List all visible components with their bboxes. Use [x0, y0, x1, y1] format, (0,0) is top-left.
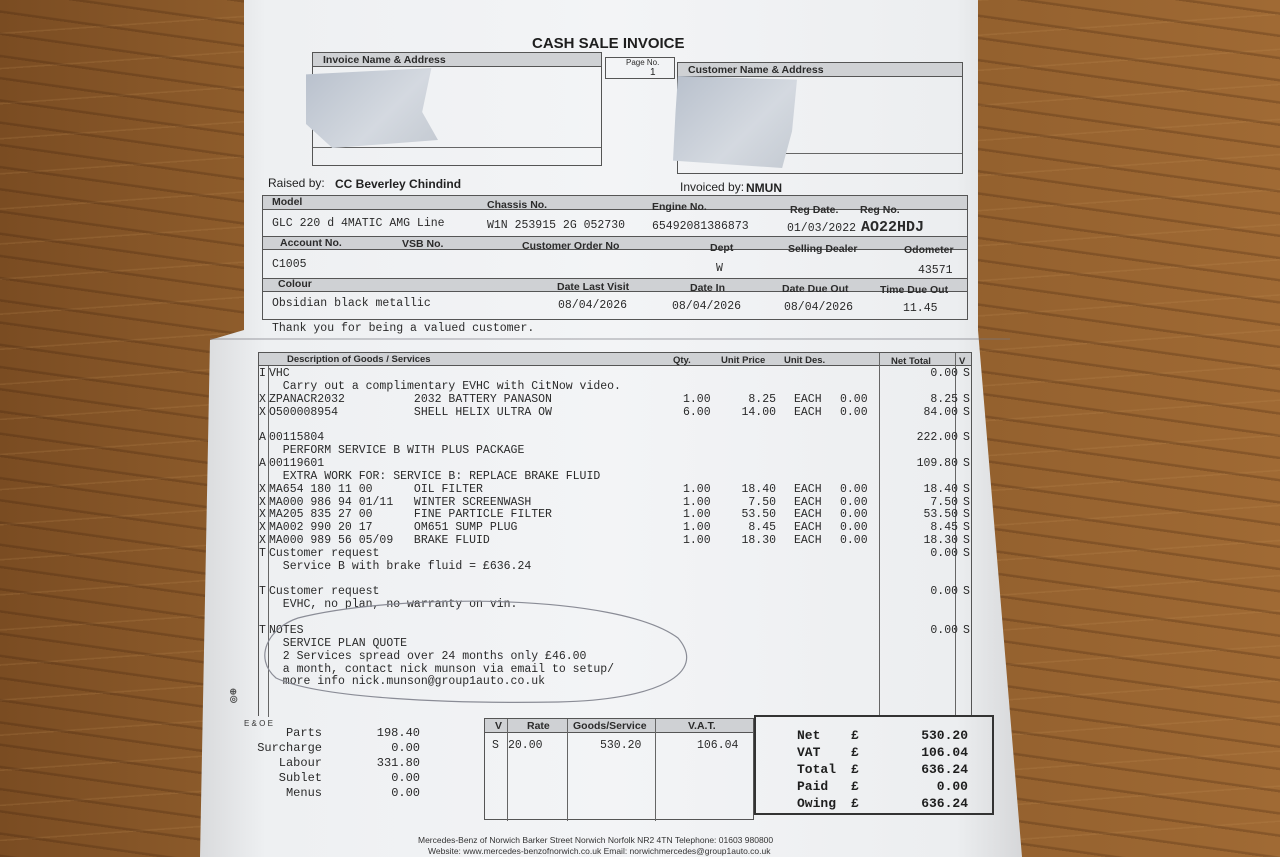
line-code: A	[259, 431, 266, 445]
line-description: Service B with brake fluid = £636.24	[269, 559, 532, 573]
invoice-title: CASH SALE INVOICE	[532, 35, 685, 52]
line-vat-code: S	[963, 431, 970, 445]
totals-label: Paid	[797, 779, 829, 794]
vat-vat-label: V.A.T.	[688, 720, 716, 732]
totals-value: 636.24	[921, 762, 968, 777]
totals-label: Net	[797, 728, 821, 743]
qty-header: Qty.	[673, 355, 691, 366]
totals-value: 0.00	[936, 779, 968, 794]
eoe-text: E & O E	[244, 719, 273, 728]
line-code: X	[259, 482, 266, 496]
net-total-header: Net Total	[891, 356, 931, 367]
vsb-label: VSB No.	[402, 238, 444, 250]
line-code: T	[259, 546, 266, 560]
line-code: A	[259, 456, 266, 470]
vat-goods-value: 530.20	[600, 739, 642, 752]
line-net-total: 7.50	[930, 495, 958, 509]
line-unit-des: EACH	[794, 405, 822, 419]
totals-currency: £	[851, 779, 859, 794]
vat-vat-value: 106.04	[697, 739, 739, 752]
totals-value: 636.24	[921, 796, 968, 811]
line-net-total: 8.25	[930, 392, 958, 406]
line-code: T	[259, 624, 266, 637]
dealer-label: Selling Dealer	[788, 243, 858, 255]
colour-value: Obsidian black metallic	[272, 297, 431, 310]
summary-value: 0.00	[391, 741, 420, 755]
line-net-total: 0.00	[930, 546, 958, 560]
dept-label: Dept	[710, 242, 734, 254]
line-net-total: 0.00	[930, 367, 958, 380]
totals-currency: £	[851, 796, 859, 811]
line-code: I	[259, 367, 266, 380]
line-description: EXTRA WORK FOR: SERVICE B: REPLACE BRAKE FLUID	[269, 469, 601, 483]
totals-currency: £	[851, 762, 859, 777]
line-description: MA000 989 56 05/09 BRAKE FLUID	[269, 534, 490, 548]
line-description: PERFORM SERVICE B WITH PLUS PACKAGE	[269, 444, 525, 458]
footer-contact: Website: www.mercedes-benzofnorwich.co.uk Email: norwichmercedes@group1auto.co.uk	[428, 846, 771, 856]
date-in-label: Date In	[690, 282, 726, 294]
line-description: 2 Services spread over 24 months only £46.00	[269, 649, 587, 663]
time-due-out-value: 11.45	[903, 302, 938, 315]
line-description: SERVICE PLAN QUOTE	[269, 636, 408, 650]
line-discount: 0.00	[840, 482, 868, 496]
page-no-label: Page No.	[626, 58, 660, 67]
line-code: X	[259, 534, 266, 548]
reg-no-value: AO22HDJ	[861, 219, 925, 236]
line-vat-code: S	[963, 534, 970, 548]
line-vat-code: S	[963, 495, 970, 509]
line-code: T	[259, 585, 266, 599]
summary-value: 331.80	[376, 756, 420, 770]
printer-mark-icon: ◎⊕	[228, 687, 239, 704]
line-description: 00119601	[269, 456, 325, 470]
line-vat-code: S	[963, 624, 970, 637]
dept-value: W	[716, 262, 723, 275]
invoiced-by-label: Invoiced by:	[680, 180, 745, 194]
account-label: Account No.	[280, 237, 342, 249]
model-value: GLC 220 d 4MATIC AMG Line	[272, 217, 445, 230]
line-vat-code: S	[963, 482, 970, 496]
line-code: X	[259, 405, 266, 419]
line-vat-code: S	[963, 585, 970, 599]
v-header: V	[959, 356, 966, 367]
summary-value: 0.00	[391, 771, 420, 785]
vat-rate-value: 20.00	[508, 739, 543, 752]
line-discount: 0.00	[840, 508, 868, 522]
line-description: O500008954 SHELL HELIX ULTRA OW	[269, 405, 552, 419]
line-description: MA000 986 94 01/11 WINTER SCREENWASH	[269, 495, 532, 509]
vat-table	[484, 718, 754, 820]
line-discount: 0.00	[840, 392, 868, 406]
totals-currency: £	[851, 728, 859, 743]
totals-value: 530.20	[921, 728, 968, 743]
line-net-total: 222.00	[916, 431, 958, 445]
line-unit-des: EACH	[794, 482, 822, 496]
engine-label: Engine No.	[652, 201, 707, 213]
desc-header: Description of Goods / Services	[287, 354, 431, 365]
colour-label: Colour	[278, 278, 312, 290]
order-label: Customer Order No	[522, 240, 620, 252]
totals-label: Total	[797, 762, 837, 777]
line-description: more info nick.munson@group1auto.co.uk	[269, 675, 546, 689]
line-vat-code: S	[963, 508, 970, 522]
vat-v-label: V	[495, 720, 503, 732]
vat-rate-label: Rate	[527, 720, 550, 732]
line-code: X	[259, 495, 266, 509]
last-visit-label: Date Last Visit	[557, 281, 630, 293]
summary-label: Sublet	[278, 771, 322, 785]
torn-hole-right	[673, 76, 797, 168]
date-due-out-value: 08/04/2026	[784, 301, 854, 314]
line-qty: 6.00	[683, 405, 711, 419]
line-description: Carry out a complimentary EVHC with CitNow video.	[269, 379, 621, 393]
paper-fold	[210, 338, 1010, 340]
line-unit-price: 8.45	[748, 521, 776, 535]
odometer-label: Odometer	[904, 244, 954, 256]
page-no-value: 1	[650, 67, 656, 78]
line-description: MA002 990 20 17 OM651 SUMP PLUG	[269, 521, 518, 535]
line-description: EVHC, no plan, no warranty on vin.	[269, 598, 518, 612]
line-discount: 0.00	[840, 521, 868, 535]
summary-label: Parts	[285, 726, 322, 740]
line-vat-code: S	[963, 456, 970, 470]
line-description: Customer request	[269, 546, 380, 560]
reg-date-label: Reg Date.	[790, 204, 839, 216]
line-description: VHC	[269, 367, 290, 380]
line-qty: 1.00	[683, 495, 711, 509]
customer-address-label: Customer Name & Address	[688, 64, 824, 76]
line-vat-code: S	[963, 367, 970, 380]
line-description: NOTES	[269, 624, 304, 637]
unit-price-header: Unit Price	[721, 355, 766, 366]
line-discount: 0.00	[840, 534, 868, 548]
line-net-total: 18.30	[923, 534, 958, 548]
line-unit-des: EACH	[794, 534, 822, 548]
line-description: MA654 180 11 00 OIL FILTER	[269, 482, 483, 496]
summary-value: 198.40	[376, 726, 420, 740]
reg-date-value: 01/03/2022	[787, 222, 857, 235]
line-code: X	[259, 521, 266, 535]
summary-value: 0.00	[391, 786, 420, 800]
reg-no-label: Reg No.	[860, 204, 900, 216]
line-unit-des: EACH	[794, 508, 822, 522]
line-vat-code: S	[963, 405, 970, 419]
date-in-value: 08/04/2026	[672, 300, 742, 313]
account-value: C1005	[272, 258, 307, 271]
summary-label: Menus	[285, 786, 322, 800]
raised-by-label: Raised by:	[268, 176, 325, 190]
footer-address: Mercedes-Benz of Norwich Barker Street Norwich Norfolk NR2 4TN Telephone: 01603 980800	[418, 835, 774, 845]
thanks-message: Thank you for being a valued customer.	[272, 322, 535, 335]
line-unit-price: 14.00	[741, 405, 776, 419]
line-vat-code: S	[963, 392, 970, 406]
line-discount: 0.00	[840, 405, 868, 419]
raised-by-value: CC Beverley Chindind	[335, 177, 462, 191]
chassis-value: W1N 253915 2G 052730	[487, 219, 626, 232]
invoice-address-label: Invoice Name & Address	[323, 54, 446, 66]
line-net-total: 84.00	[923, 405, 958, 419]
line-unit-des: EACH	[794, 521, 822, 535]
line-unit-price: 8.25	[748, 392, 776, 406]
line-unit-price: 53.50	[741, 508, 776, 522]
line-unit-des: EACH	[794, 495, 822, 509]
vat-v-value: S	[492, 739, 499, 752]
line-description: ZPANACR2032 2032 BATTERY PANASON	[269, 392, 552, 406]
line-unit-price: 7.50	[748, 495, 776, 509]
unit-des-header: Unit Des.	[784, 355, 826, 366]
line-qty: 1.00	[683, 508, 711, 522]
line-qty: 1.00	[683, 534, 711, 548]
line-description: Customer request	[269, 585, 380, 599]
time-due-out-label: Time Due Out	[880, 284, 949, 296]
vat-goods-label: Goods/Service	[573, 720, 647, 732]
line-qty: 1.00	[683, 482, 711, 496]
invoiced-by-value: NMUN	[746, 181, 782, 195]
line-net-total: 8.45	[930, 521, 958, 535]
line-unit-price: 18.30	[741, 534, 776, 548]
line-unit-des: EACH	[794, 392, 822, 406]
line-vat-code: S	[963, 546, 970, 560]
line-description: a month, contact nick munson via email to setup/	[269, 662, 615, 676]
line-code: X	[259, 392, 266, 406]
page-no-box	[605, 57, 675, 79]
totals-currency: £	[851, 745, 859, 760]
line-description: MA205 835 27 00 FINE PARTICLE FILTER	[269, 508, 552, 522]
last-visit-value: 08/04/2026	[558, 299, 628, 312]
line-unit-price: 18.40	[741, 482, 776, 496]
totals-label: Owing	[797, 796, 837, 811]
torn-hole-left	[306, 68, 438, 148]
engine-value: 65492081386873	[652, 220, 749, 233]
line-net-total: 109.80	[916, 456, 958, 470]
line-code: X	[259, 508, 266, 522]
chassis-label: Chassis No.	[487, 199, 548, 211]
line-qty: 1.00	[683, 521, 711, 535]
odometer-value: 43571	[918, 264, 953, 277]
line-discount: 0.00	[840, 495, 868, 509]
model-label: Model	[272, 196, 303, 208]
totals-label: VAT	[797, 745, 821, 760]
date-due-out-label: Date Due Out	[782, 283, 849, 295]
line-vat-code: S	[963, 521, 970, 535]
summary-label: Labour	[278, 756, 322, 770]
summary-label: Surcharge	[257, 741, 322, 755]
line-net-total: 53.50	[923, 508, 958, 522]
line-net-total: 0.00	[930, 585, 958, 599]
handwritten-circle	[258, 598, 698, 708]
line-qty: 1.00	[683, 392, 711, 406]
line-net-total: 18.40	[923, 482, 958, 496]
line-net-total: 0.00	[930, 624, 958, 637]
totals-value: 106.04	[921, 745, 968, 760]
line-description: 00115804	[269, 431, 325, 445]
